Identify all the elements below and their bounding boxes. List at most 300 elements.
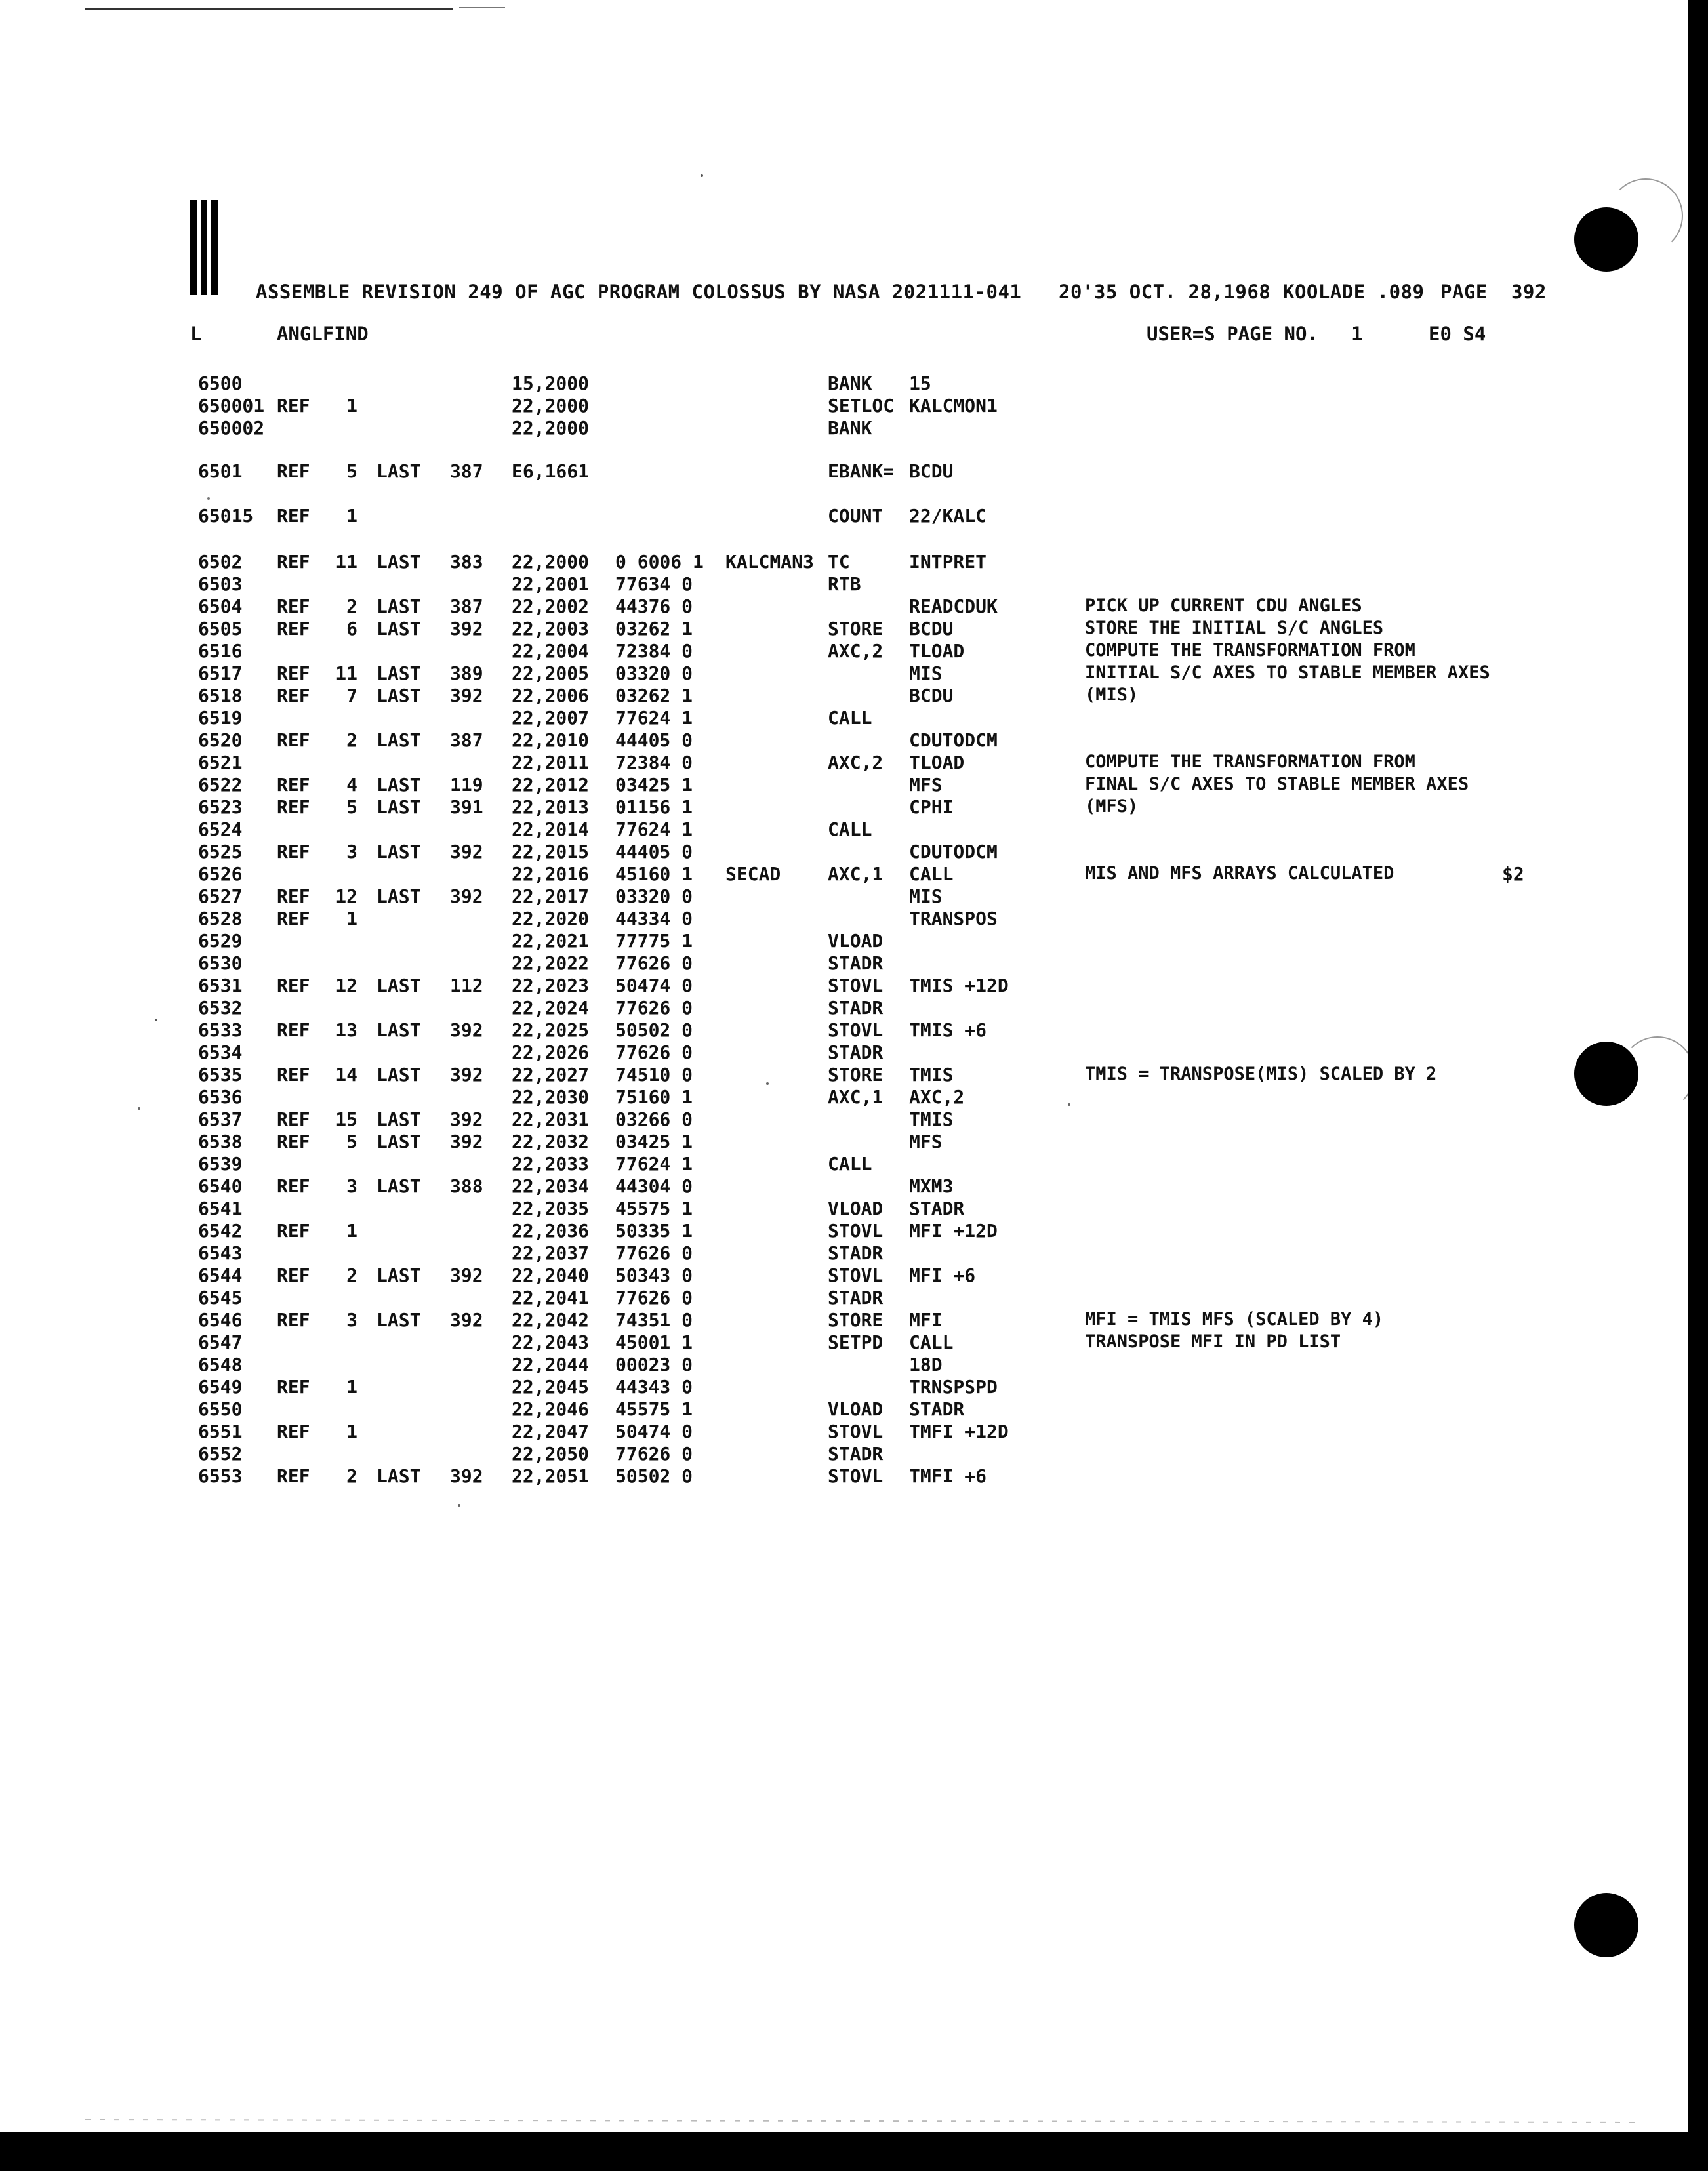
cell-oct: 44343 0 bbox=[615, 1376, 693, 1398]
cell-line: 6524 bbox=[198, 819, 243, 840]
cell-cnt: 11 bbox=[335, 551, 357, 573]
cell-op: VLOAD bbox=[828, 1398, 884, 1420]
cell-cmt: MFI = TMIS MFS (SCALED BY 4) bbox=[1085, 1309, 1384, 1329]
section-marker: L bbox=[190, 323, 202, 345]
cell-ref: REF bbox=[277, 505, 310, 527]
cell-ref: REF bbox=[277, 596, 310, 617]
cell-addr: 22,2032 bbox=[512, 1131, 590, 1152]
cell-opd: TLOAD bbox=[909, 640, 965, 662]
cell-lnum: 388 bbox=[450, 1175, 483, 1197]
cell-oct: 45575 1 bbox=[615, 1398, 693, 1420]
cell-last: LAST bbox=[376, 662, 421, 684]
cell-line: 6518 bbox=[198, 685, 243, 706]
cell-lnum: 392 bbox=[450, 885, 483, 907]
cell-line: 6552 bbox=[198, 1443, 243, 1465]
cell-lbl: SECAD bbox=[725, 863, 781, 885]
scan-edge-bottom bbox=[0, 2132, 1708, 2171]
cell-line: 6545 bbox=[198, 1287, 243, 1309]
cell-op: AXC,2 bbox=[828, 752, 884, 773]
cell-cmt: (MIS) bbox=[1085, 685, 1139, 705]
cell-line: 6500 bbox=[198, 373, 243, 394]
cell-ref: REF bbox=[277, 460, 310, 482]
cell-line: 6502 bbox=[198, 551, 243, 573]
cell-oct: 50343 0 bbox=[615, 1265, 693, 1286]
cell-line: 6519 bbox=[198, 707, 243, 729]
cell-ref: REF bbox=[277, 774, 310, 796]
cell-op: SETLOC bbox=[828, 395, 895, 416]
cell-line: 6551 bbox=[198, 1421, 243, 1442]
cell-cnt: 4 bbox=[346, 774, 357, 796]
cell-opd: CPHI bbox=[909, 796, 954, 818]
cell-addr: 22,2007 bbox=[512, 707, 590, 729]
cell-opd: STADR bbox=[909, 1398, 965, 1420]
cell-op: STADR bbox=[828, 952, 884, 974]
cell-opd: TMIS bbox=[909, 1108, 954, 1130]
cell-ref: REF bbox=[277, 1309, 310, 1331]
cell-opd: TMFI +12D bbox=[909, 1421, 1009, 1442]
cell-op: TC bbox=[828, 551, 850, 573]
cell-op: SETPD bbox=[828, 1331, 884, 1353]
cell-addr: 22,2017 bbox=[512, 885, 590, 907]
cell-opd: MIS bbox=[909, 885, 943, 907]
cell-cnt: 7 bbox=[346, 685, 357, 706]
cell-opd: TMIS bbox=[909, 1064, 954, 1086]
cell-cmt: PICK UP CURRENT CDU ANGLES bbox=[1085, 596, 1362, 616]
cell-oct: 44376 0 bbox=[615, 596, 693, 617]
cell-ref: REF bbox=[277, 1376, 310, 1398]
cell-last: LAST bbox=[376, 1019, 421, 1041]
cell-addr: 22,2000 bbox=[512, 417, 590, 439]
cell-oct: 77624 1 bbox=[615, 819, 693, 840]
cell-ref: REF bbox=[277, 841, 310, 862]
cell-cmt: INITIAL S/C AXES TO STABLE MEMBER AXES bbox=[1085, 662, 1490, 683]
cell-addr: 22,2015 bbox=[512, 841, 590, 862]
cell-addr: 22,2016 bbox=[512, 863, 590, 885]
cell-oct: 44405 0 bbox=[615, 841, 693, 862]
cell-oct: 77626 0 bbox=[615, 1287, 693, 1309]
section-code: E0 S4 bbox=[1429, 323, 1486, 345]
cell-opd: MFS bbox=[909, 774, 943, 796]
cell-line: 6528 bbox=[198, 908, 243, 929]
cell-ref: REF bbox=[277, 551, 310, 573]
cell-last: LAST bbox=[376, 685, 421, 706]
cell-last: LAST bbox=[376, 618, 421, 639]
cell-lnum: 392 bbox=[450, 1465, 483, 1487]
cell-cmt: MIS AND MFS ARRAYS CALCULATED bbox=[1085, 863, 1394, 883]
cell-addr: 22,2002 bbox=[512, 596, 590, 617]
cell-line: 6532 bbox=[198, 997, 243, 1019]
cell-oct: 74351 0 bbox=[615, 1309, 693, 1331]
cell-ref: REF bbox=[277, 1265, 310, 1286]
cell-line: 650001 bbox=[198, 395, 265, 416]
cell-line: 6522 bbox=[198, 774, 243, 796]
cell-opd: KALCMON1 bbox=[909, 395, 998, 416]
cell-oct: 03262 1 bbox=[615, 685, 693, 706]
cell-ref: REF bbox=[277, 395, 310, 416]
cell-op: STOVL bbox=[828, 1265, 884, 1286]
cell-addr: 22,2001 bbox=[512, 573, 590, 595]
cell-oct: 77624 1 bbox=[615, 1153, 693, 1175]
cell-oct: 03425 1 bbox=[615, 1131, 693, 1152]
cell-cnt: 15 bbox=[335, 1108, 357, 1130]
cell-addr: 22,2023 bbox=[512, 975, 590, 996]
cell-opd: 18D bbox=[909, 1354, 943, 1375]
cell-line: 6525 bbox=[198, 841, 243, 862]
cell-addr: 22,2003 bbox=[512, 618, 590, 639]
cell-ref: REF bbox=[277, 1465, 310, 1487]
cell-addr: 22,2041 bbox=[512, 1287, 590, 1309]
cell-addr: 22,2024 bbox=[512, 997, 590, 1019]
cell-cnt: 1 bbox=[346, 1421, 357, 1442]
cell-cnt: 11 bbox=[335, 662, 357, 684]
cell-op: STOVL bbox=[828, 1465, 884, 1487]
cell-line: 6544 bbox=[198, 1265, 243, 1286]
cell-cmt: (MFS) bbox=[1085, 796, 1139, 817]
cell-oct: 77634 0 bbox=[615, 573, 693, 595]
cell-ref: REF bbox=[277, 1220, 310, 1242]
cell-op: VLOAD bbox=[828, 930, 884, 952]
cell-opd: BCDU bbox=[909, 460, 954, 482]
cell-last: LAST bbox=[376, 1131, 421, 1152]
cell-lnum: 112 bbox=[450, 975, 483, 996]
cell-cnt: 12 bbox=[335, 885, 357, 907]
cell-op: AXC,2 bbox=[828, 640, 884, 662]
cell-addr: E6,1661 bbox=[512, 460, 590, 482]
cell-line: 6517 bbox=[198, 662, 243, 684]
cell-last: LAST bbox=[376, 1309, 421, 1331]
cell-addr: 22,2045 bbox=[512, 1376, 590, 1398]
cell-line: 6529 bbox=[198, 930, 243, 952]
cell-cnt: 2 bbox=[346, 1265, 357, 1286]
cell-oct: 77626 0 bbox=[615, 952, 693, 974]
cell-ref: REF bbox=[277, 975, 310, 996]
cell-lnum: 383 bbox=[450, 551, 483, 573]
cell-cnt: 1 bbox=[346, 395, 357, 416]
cell-oct: 50474 0 bbox=[615, 1421, 693, 1442]
cell-addr: 22,2000 bbox=[512, 551, 590, 573]
cell-addr: 22,2006 bbox=[512, 685, 590, 706]
cell-ref: REF bbox=[277, 729, 310, 751]
cell-last: LAST bbox=[376, 551, 421, 573]
cell-opd: TMIS +12D bbox=[909, 975, 1009, 996]
cell-addr: 22,2047 bbox=[512, 1421, 590, 1442]
cell-line: 6538 bbox=[198, 1131, 243, 1152]
cell-ref: REF bbox=[277, 1131, 310, 1152]
cell-op: STADR bbox=[828, 997, 884, 1019]
cell-opd: MIS bbox=[909, 662, 943, 684]
cell-last: LAST bbox=[376, 1265, 421, 1286]
cell-line: 6540 bbox=[198, 1175, 243, 1197]
cell-addr: 22,2051 bbox=[512, 1465, 590, 1487]
listing-datetime: 20'35 OCT. 28,1968 bbox=[1059, 281, 1271, 303]
cell-oct: 77626 0 bbox=[615, 997, 693, 1019]
cell-lnum: 392 bbox=[450, 1131, 483, 1152]
page-label: PAGE bbox=[1440, 281, 1488, 303]
cell-line: 6546 bbox=[198, 1309, 243, 1331]
cell-ref: REF bbox=[277, 1108, 310, 1130]
cell-addr: 22,2025 bbox=[512, 1019, 590, 1041]
cell-oct: 0 6006 1 bbox=[615, 551, 704, 573]
cell-ref: REF bbox=[277, 908, 310, 929]
cell-lnum: 119 bbox=[450, 774, 483, 796]
cell-cnt: 3 bbox=[346, 1175, 357, 1197]
cell-oct: 50335 1 bbox=[615, 1220, 693, 1242]
cell-addr: 22,2000 bbox=[512, 395, 590, 416]
cell-oct: 44334 0 bbox=[615, 908, 693, 929]
cell-line: 6549 bbox=[198, 1376, 243, 1398]
cell-addr: 22,2043 bbox=[512, 1331, 590, 1353]
cell-oct: 44304 0 bbox=[615, 1175, 693, 1197]
cell-opd: MFI +12D bbox=[909, 1220, 998, 1242]
cell-op: STOVL bbox=[828, 1220, 884, 1242]
cell-addr: 22,2040 bbox=[512, 1265, 590, 1286]
cell-oct: 77624 1 bbox=[615, 707, 693, 729]
cell-cnt: 1 bbox=[346, 1220, 357, 1242]
cell-cnt: 2 bbox=[346, 596, 357, 617]
cell-opd: BCDU bbox=[909, 618, 954, 639]
cell-last: LAST bbox=[376, 729, 421, 751]
cell-ref: REF bbox=[277, 1421, 310, 1442]
cell-op: STADR bbox=[828, 1287, 884, 1309]
cell-oct: 00023 0 bbox=[615, 1354, 693, 1375]
cell-opd: BCDU bbox=[909, 685, 954, 706]
cell-lnum: 387 bbox=[450, 460, 483, 482]
cell-line: 6550 bbox=[198, 1398, 243, 1420]
cell-addr: 22,2004 bbox=[512, 640, 590, 662]
cell-cnt: 5 bbox=[346, 796, 357, 818]
cell-oct: 45160 1 bbox=[615, 863, 693, 885]
cell-line: 6534 bbox=[198, 1042, 243, 1063]
cell-op: STADR bbox=[828, 1042, 884, 1063]
cell-addr: 22,2050 bbox=[512, 1443, 590, 1465]
cell-lnum: 391 bbox=[450, 796, 483, 818]
cell-addr: 22,2036 bbox=[512, 1220, 590, 1242]
cell-last: LAST bbox=[376, 596, 421, 617]
cell-cnt: 12 bbox=[335, 975, 357, 996]
cell-op: STOVL bbox=[828, 975, 884, 996]
cell-last: LAST bbox=[376, 1175, 421, 1197]
cell-oct: 03425 1 bbox=[615, 774, 693, 796]
cell-opd: TRNSPSPD bbox=[909, 1376, 998, 1398]
cell-opd: TLOAD bbox=[909, 752, 965, 773]
cell-cmt: COMPUTE THE TRANSFORMATION FROM bbox=[1085, 640, 1415, 660]
cell-last: LAST bbox=[376, 774, 421, 796]
cell-line: 6542 bbox=[198, 1220, 243, 1242]
cell-oct: 44405 0 bbox=[615, 729, 693, 751]
cell-line: 6539 bbox=[198, 1153, 243, 1175]
cell-opd: AXC,2 bbox=[909, 1086, 965, 1108]
cell-lnum: 392 bbox=[450, 685, 483, 706]
cell-oct: 77775 1 bbox=[615, 930, 693, 952]
cell-opd: CALL bbox=[909, 1331, 954, 1353]
cell-oct: 50502 0 bbox=[615, 1465, 693, 1487]
cell-addr: 22,2034 bbox=[512, 1175, 590, 1197]
cell-op: STADR bbox=[828, 1443, 884, 1465]
listing-title: ASSEMBLE REVISION 249 OF AGC PROGRAM COLOSSUS BY NASA 2021111-041 bbox=[256, 281, 1022, 303]
cell-ref: REF bbox=[277, 1064, 310, 1086]
cell-addr: 22,2027 bbox=[512, 1064, 590, 1086]
cell-addr: 22,2030 bbox=[512, 1086, 590, 1108]
cell-addr: 22,2011 bbox=[512, 752, 590, 773]
cell-last: LAST bbox=[376, 885, 421, 907]
cell-op: COUNT bbox=[828, 505, 884, 527]
cell-addr: 22,2020 bbox=[512, 908, 590, 929]
cell-op: STORE bbox=[828, 618, 884, 639]
cell-cnt: 1 bbox=[346, 505, 357, 527]
cell-oct: 74510 0 bbox=[615, 1064, 693, 1086]
section-name: ANGLFIND bbox=[277, 323, 369, 345]
cell-opd: MFI bbox=[909, 1309, 943, 1331]
cell-opd: INTPRET bbox=[909, 551, 987, 573]
cell-cmt: STORE THE INITIAL S/C ANGLES bbox=[1085, 618, 1384, 638]
cell-last: LAST bbox=[376, 460, 421, 482]
cell-cnt: 2 bbox=[346, 1465, 357, 1487]
cell-lnum: 392 bbox=[450, 1064, 483, 1086]
cell-addr: 22,2037 bbox=[512, 1242, 590, 1264]
cell-oct: 77626 0 bbox=[615, 1443, 693, 1465]
cell-op: AXC,1 bbox=[828, 1086, 884, 1108]
cell-opd: STADR bbox=[909, 1198, 965, 1219]
cell-oct: 03262 1 bbox=[615, 618, 693, 639]
cell-cnt: 3 bbox=[346, 841, 357, 862]
cell-op: EBANK= bbox=[828, 460, 895, 482]
cell-mark: $2 bbox=[1502, 863, 1524, 885]
cell-cnt: 13 bbox=[335, 1019, 357, 1041]
cell-addr: 22,2013 bbox=[512, 796, 590, 818]
cell-last: LAST bbox=[376, 1064, 421, 1086]
cell-ref: REF bbox=[277, 885, 310, 907]
cell-addr: 22,2044 bbox=[512, 1354, 590, 1375]
cell-line: 6543 bbox=[198, 1242, 243, 1264]
cell-ref: REF bbox=[277, 1019, 310, 1041]
cell-lnum: 387 bbox=[450, 729, 483, 751]
cell-line: 6527 bbox=[198, 885, 243, 907]
cell-oct: 77626 0 bbox=[615, 1042, 693, 1063]
cell-opd: CALL bbox=[909, 863, 954, 885]
cell-oct: 03266 0 bbox=[615, 1108, 693, 1130]
cell-opd: TMIS +6 bbox=[909, 1019, 987, 1041]
cell-lnum: 392 bbox=[450, 1265, 483, 1286]
cell-oct: 50502 0 bbox=[615, 1019, 693, 1041]
cell-lnum: 392 bbox=[450, 841, 483, 862]
scan-edge-right bbox=[1688, 0, 1708, 2171]
cell-lnum: 392 bbox=[450, 1108, 483, 1130]
cell-ref: REF bbox=[277, 1175, 310, 1197]
cell-cmt: COMPUTE THE TRANSFORMATION FROM bbox=[1085, 752, 1415, 772]
cell-addr: 22,2005 bbox=[512, 662, 590, 684]
cell-cnt: 5 bbox=[346, 1131, 357, 1152]
cell-op: BANK bbox=[828, 373, 872, 394]
cell-addr: 22,2035 bbox=[512, 1198, 590, 1219]
page-number: 392 bbox=[1511, 281, 1547, 303]
cell-last: LAST bbox=[376, 1465, 421, 1487]
cell-lbl: KALCMAN3 bbox=[725, 551, 814, 573]
cell-opd: MXM3 bbox=[909, 1175, 954, 1197]
cell-line: 6535 bbox=[198, 1064, 243, 1086]
cell-opd: 22/KALC bbox=[909, 505, 987, 527]
cell-ref: REF bbox=[277, 685, 310, 706]
cell-line: 6553 bbox=[198, 1465, 243, 1487]
cell-oct: 77626 0 bbox=[615, 1242, 693, 1264]
cell-cnt: 14 bbox=[335, 1064, 357, 1086]
cell-line: 6504 bbox=[198, 596, 243, 617]
cell-line: 6523 bbox=[198, 796, 243, 818]
user-page-number: 1 bbox=[1351, 323, 1363, 345]
cell-op: STOVL bbox=[828, 1421, 884, 1442]
cell-addr: 22,2022 bbox=[512, 952, 590, 974]
cell-op: STORE bbox=[828, 1064, 884, 1086]
cell-oct: 72384 0 bbox=[615, 640, 693, 662]
cell-op: STOVL bbox=[828, 1019, 884, 1041]
cell-addr: 22,2026 bbox=[512, 1042, 590, 1063]
cell-oct: 01156 1 bbox=[615, 796, 693, 818]
cell-lnum: 387 bbox=[450, 596, 483, 617]
cell-opd: CDUTODCM bbox=[909, 841, 998, 862]
cell-line: 6516 bbox=[198, 640, 243, 662]
cell-ref: REF bbox=[277, 618, 310, 639]
cell-last: LAST bbox=[376, 1108, 421, 1130]
cell-line: 6547 bbox=[198, 1331, 243, 1353]
cell-op: STADR bbox=[828, 1242, 884, 1264]
cell-line: 65015 bbox=[198, 505, 254, 527]
cell-line: 6541 bbox=[198, 1198, 243, 1219]
cell-cnt: 5 bbox=[346, 460, 357, 482]
cell-cnt: 1 bbox=[346, 908, 357, 929]
cell-cmt: FINAL S/C AXES TO STABLE MEMBER AXES bbox=[1085, 774, 1469, 794]
cell-ref: REF bbox=[277, 796, 310, 818]
cell-addr: 22,2014 bbox=[512, 819, 590, 840]
cell-line: 6501 bbox=[198, 460, 243, 482]
cell-cmt: TMIS = TRANSPOSE(MIS) SCALED BY 2 bbox=[1085, 1064, 1437, 1084]
cell-oct: 75160 1 bbox=[615, 1086, 693, 1108]
cell-line: 6526 bbox=[198, 863, 243, 885]
cell-op: AXC,1 bbox=[828, 863, 884, 885]
cell-op: VLOAD bbox=[828, 1198, 884, 1219]
cell-op: BANK bbox=[828, 417, 872, 439]
cell-line: 6505 bbox=[198, 618, 243, 639]
cell-addr: 22,2046 bbox=[512, 1398, 590, 1420]
cell-oct: 72384 0 bbox=[615, 752, 693, 773]
cell-lnum: 392 bbox=[450, 1019, 483, 1041]
cell-addr: 22,2010 bbox=[512, 729, 590, 751]
cell-opd: MFS bbox=[909, 1131, 943, 1152]
cell-opd: TMFI +6 bbox=[909, 1465, 987, 1487]
cell-opd: 15 bbox=[909, 373, 931, 394]
cell-addr: 22,2012 bbox=[512, 774, 590, 796]
cell-opd: CDUTODCM bbox=[909, 729, 998, 751]
cell-line: 6521 bbox=[198, 752, 243, 773]
cell-last: LAST bbox=[376, 796, 421, 818]
cell-line: 6548 bbox=[198, 1354, 243, 1375]
cell-last: LAST bbox=[376, 975, 421, 996]
cell-lnum: 392 bbox=[450, 1309, 483, 1331]
cell-addr: 22,2042 bbox=[512, 1309, 590, 1331]
cell-ref: REF bbox=[277, 662, 310, 684]
cell-oct: 45001 1 bbox=[615, 1331, 693, 1353]
cell-oct: 03320 0 bbox=[615, 662, 693, 684]
cell-last: LAST bbox=[376, 841, 421, 862]
cell-op: STORE bbox=[828, 1309, 884, 1331]
cell-line: 6537 bbox=[198, 1108, 243, 1130]
cell-cnt: 3 bbox=[346, 1309, 357, 1331]
cell-oct: 50474 0 bbox=[615, 975, 693, 996]
cell-op: CALL bbox=[828, 819, 872, 840]
cell-opd: MFI +6 bbox=[909, 1265, 976, 1286]
cell-cmt: TRANSPOSE MFI IN PD LIST bbox=[1085, 1331, 1341, 1352]
cell-addr: 22,2031 bbox=[512, 1108, 590, 1130]
cell-opd: TRANSPOS bbox=[909, 908, 998, 929]
cell-cnt: 6 bbox=[346, 618, 357, 639]
